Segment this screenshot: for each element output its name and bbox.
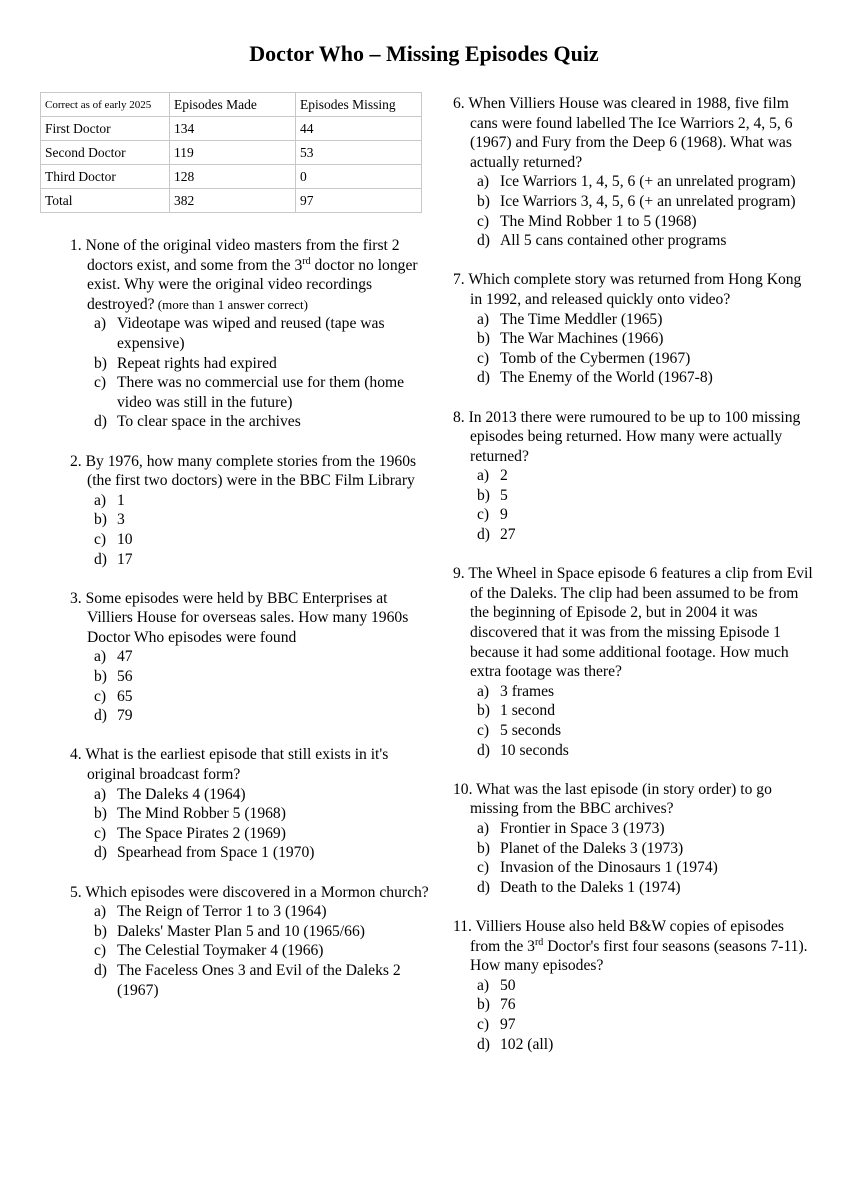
episode-stats-table	[40, 92, 422, 213]
row-label: Total	[41, 189, 170, 213]
header-episodes-missing: Episodes Missing	[296, 93, 422, 117]
answer-option[interactable]	[453, 858, 813, 878]
option-text: 102 (all)	[500, 1035, 554, 1053]
option-text: 1	[117, 491, 125, 509]
question-9	[453, 564, 813, 760]
question-7	[453, 270, 813, 388]
answer-option[interactable]	[70, 373, 430, 412]
answer-option[interactable]	[70, 902, 430, 922]
question-text	[453, 408, 813, 467]
row-label: Second Doctor	[41, 141, 170, 165]
option-letter: b)	[94, 922, 107, 940]
option-letter: b)	[477, 996, 490, 1014]
question-number: 4.	[70, 746, 82, 764]
option-letter: d)	[94, 550, 107, 568]
option-text: There was no commercial use for them (home video was still in the future)	[117, 374, 405, 411]
answer-option[interactable]	[453, 368, 813, 388]
option-letter: d)	[477, 232, 490, 250]
question-text-part: Some episodes were held by BBC Enterprises at Villiers House for overseas sales. How many 1960s Doctor Who episodes were found	[85, 589, 409, 646]
question-text-part: doctor no longer exist. Why were the original video recordings destroyed?	[87, 256, 418, 313]
option-text: 47	[117, 648, 133, 666]
answer-option[interactable]	[453, 310, 813, 330]
option-letter: a)	[94, 315, 107, 333]
episodes-missing-value: 53	[296, 141, 422, 165]
superscript: rd	[302, 255, 311, 267]
option-text: 76	[500, 996, 516, 1014]
option-letter: d)	[94, 844, 107, 862]
option-letter: c)	[94, 687, 107, 705]
answer-option[interactable]	[453, 1015, 813, 1035]
option-letter: b)	[94, 511, 107, 529]
option-text: 5 seconds	[500, 722, 562, 739]
option-text: 3 frames	[500, 682, 555, 700]
option-text: 9	[500, 506, 508, 524]
answer-option[interactable]	[70, 687, 430, 707]
row-label: First Doctor	[41, 117, 170, 141]
answer-option[interactable]	[70, 804, 430, 824]
question-text-part: In 2013 there were rumoured to be up to 100 missing episodes being returned. How many were actually returned?	[468, 408, 801, 465]
episodes-missing-value: 97	[296, 189, 422, 213]
option-letter: c)	[94, 530, 107, 548]
answer-option[interactable]	[70, 412, 430, 432]
episodes-missing-value: 44	[296, 117, 422, 141]
option-letter: c)	[477, 506, 490, 524]
question-6	[453, 94, 813, 251]
question-note: (more than 1 answer correct)	[154, 296, 308, 312]
option-text: The Enemy of the World (1967-8)	[500, 369, 713, 387]
answer-option[interactable]	[70, 667, 430, 687]
question-number: 10.	[453, 780, 473, 798]
option-text: 3	[117, 511, 125, 529]
option-text: 27	[500, 526, 516, 544]
option-text: The Space Pirates 2 (1969)	[117, 824, 286, 842]
table-row	[41, 165, 422, 189]
option-letter: b)	[477, 486, 490, 504]
question-text	[70, 589, 430, 648]
option-letter: b)	[94, 805, 107, 823]
option-text: Invasion of the Dinosaurs 1 (1974)	[500, 859, 718, 877]
option-letter: a)	[477, 819, 490, 837]
question-text	[70, 745, 430, 784]
option-text: 17	[117, 550, 133, 568]
option-letter: d)	[94, 707, 107, 725]
option-letter: c)	[477, 1015, 490, 1033]
option-letter: b)	[477, 839, 490, 857]
table-row	[41, 117, 422, 141]
option-letter: c)	[94, 942, 107, 960]
option-text: The Time Meddler (1965)	[500, 310, 663, 328]
answer-option[interactable]	[453, 682, 813, 702]
option-letter: c)	[477, 349, 490, 367]
option-text: Videotape was wiped and reused (tape was expensive)	[117, 315, 385, 352]
option-letter: a)	[477, 976, 490, 994]
question-text-part: Which episodes were discovered in a Mormon church?	[85, 883, 429, 901]
answer-option[interactable]	[70, 941, 430, 961]
question-text	[453, 94, 813, 172]
quiz-title: Doctor Who – Missing Episodes Quiz	[249, 41, 599, 66]
option-letter: d)	[94, 961, 107, 979]
option-letter: a)	[94, 491, 107, 509]
question-text-part: When Villiers House was cleared in 1988, five film cans were found labelled The Ice Warriors 2, 4, 5, 6 (1967) and Fury from the Deep 6 (1968). What was actually returned?	[468, 95, 793, 171]
question-text-part: Which complete story was returned from Hong Kong in 1992, and released quickly onto video?	[468, 271, 802, 308]
option-text: Planet of the Daleks 3 (1973)	[500, 839, 684, 857]
answer-option[interactable]	[70, 785, 430, 805]
answer-option[interactable]	[70, 843, 430, 863]
question-number: 6.	[453, 95, 465, 112]
option-letter: d)	[477, 741, 490, 759]
option-text: The Mind Robber 1 to 5 (1968)	[500, 212, 697, 230]
option-letter: c)	[94, 824, 107, 842]
question-text	[453, 780, 813, 819]
answer-option[interactable]	[453, 329, 813, 349]
question-number: 11.	[453, 917, 472, 935]
option-letter: c)	[94, 374, 107, 392]
answer-option[interactable]	[453, 721, 813, 741]
table-header-row	[41, 93, 422, 117]
question-5	[70, 883, 430, 1001]
option-letter: a)	[477, 173, 490, 191]
option-text: 97	[500, 1015, 516, 1033]
option-text: 10	[117, 530, 133, 548]
answer-option[interactable]	[453, 995, 813, 1015]
answer-option[interactable]	[70, 706, 430, 726]
answer-option[interactable]	[453, 466, 813, 486]
right-column	[453, 94, 813, 1074]
question-text	[453, 270, 813, 309]
option-text: The Celestial Toymaker 4 (1966)	[117, 942, 324, 960]
option-letter: d)	[477, 1035, 490, 1053]
table-row	[41, 189, 422, 213]
answer-option[interactable]	[453, 1035, 813, 1055]
option-letter: c)	[477, 722, 490, 739]
option-text: Spearhead from Space 1 (1970)	[117, 844, 315, 862]
option-text: 79	[117, 707, 133, 725]
answer-option[interactable]	[453, 192, 813, 212]
question-8	[453, 408, 813, 545]
answer-option[interactable]	[70, 510, 430, 530]
answer-option[interactable]	[453, 741, 813, 761]
option-text: Ice Warriors 3, 4, 5, 6 (+ an unrelated program)	[500, 192, 796, 210]
answer-option[interactable]	[453, 231, 813, 251]
answer-option[interactable]	[453, 349, 813, 369]
option-text: The Reign of Terror 1 to 3 (1964)	[117, 903, 327, 921]
option-text: 65	[117, 687, 133, 705]
question-number: 5.	[70, 883, 82, 901]
answer-option[interactable]	[453, 839, 813, 859]
option-text: Frontier in Space 3 (1973)	[500, 819, 665, 837]
row-label: Third Doctor	[41, 165, 170, 189]
option-text: Repeat rights had expired	[117, 354, 277, 372]
question-text-part: Doctor's first four seasons (seasons 7-11). How many episodes?	[470, 937, 808, 975]
answer-option[interactable]	[453, 701, 813, 721]
answer-option[interactable]	[70, 922, 430, 942]
answer-option[interactable]	[70, 314, 430, 353]
option-text: To clear space in the archives	[117, 413, 301, 431]
question-number: 9.	[453, 565, 465, 583]
option-text: 10 seconds	[500, 741, 569, 759]
superscript: rd	[534, 936, 544, 948]
answer-option[interactable]	[70, 647, 430, 667]
option-letter: d)	[94, 413, 107, 431]
question-text-part: What was the last episode (in story order) to go missing from the BBC archives?	[470, 780, 772, 818]
question-text	[70, 452, 430, 491]
episodes-made-value: 128	[170, 165, 296, 189]
option-letter: a)	[94, 785, 107, 803]
question-11	[453, 917, 813, 1054]
question-text-part: What is the earliest episode that still exists in it's original broadcast form?	[85, 746, 389, 784]
question-text-part: By 1976, how many complete stories from the 1960s (the first two doctors) were in the BBC Film Library	[85, 452, 417, 490]
answer-option[interactable]	[70, 961, 430, 1000]
answer-option[interactable]	[453, 878, 813, 898]
question-text	[70, 883, 430, 903]
option-text: Death to the Daleks 1 (1974)	[500, 878, 681, 896]
option-text: 56	[117, 668, 133, 686]
question-number: 1.	[70, 237, 82, 254]
option-text: Daleks' Master Plan 5 and 10 (1965/66)	[117, 922, 365, 940]
option-text: The War Machines (1966)	[500, 330, 664, 348]
answer-option[interactable]	[453, 505, 813, 525]
option-letter: b)	[94, 668, 107, 686]
option-text: The Faceless Ones 3 and Evil of the Daleks 2 (1967)	[117, 961, 401, 999]
answer-option[interactable]	[453, 525, 813, 545]
option-letter: a)	[94, 903, 107, 921]
option-text: 1 second	[500, 702, 555, 720]
answer-option[interactable]	[453, 172, 813, 192]
answer-option[interactable]	[70, 491, 430, 511]
option-text: The Daleks 4 (1964)	[117, 785, 246, 803]
question-number: 8.	[453, 408, 465, 426]
answer-option[interactable]	[453, 976, 813, 996]
table-row	[41, 141, 422, 165]
option-letter: a)	[477, 682, 490, 700]
option-text: Tomb of the Cybermen (1967)	[500, 349, 691, 367]
answer-option[interactable]	[70, 824, 430, 844]
option-letter: d)	[477, 878, 490, 896]
option-letter: b)	[94, 354, 107, 372]
option-text: All 5 cans contained other programs	[500, 232, 727, 250]
answer-option[interactable]	[70, 354, 430, 374]
option-text: 5	[500, 486, 508, 504]
option-letter: c)	[477, 212, 490, 230]
episodes-made-value: 382	[170, 189, 296, 213]
question-text-part: Villiers House also held B&W copies of episodes from the 3	[470, 917, 784, 955]
question-number: 2.	[70, 452, 82, 470]
question-4	[70, 745, 430, 863]
table-note: Correct as of early 2025	[41, 93, 170, 117]
answer-option[interactable]	[70, 550, 430, 570]
answer-option[interactable]	[70, 530, 430, 550]
question-text-part: None of the original video masters from the first 2 doctors exist, and some from the 3	[85, 237, 400, 274]
episodes-made-value: 119	[170, 141, 296, 165]
question-2	[70, 452, 430, 570]
option-letter: d)	[477, 526, 490, 544]
question-text	[453, 917, 813, 976]
question-text	[453, 564, 813, 682]
question-10	[453, 780, 813, 898]
option-text: Ice Warriors 1, 4, 5, 6 (+ an unrelated program)	[500, 173, 796, 191]
option-text: 2	[500, 467, 508, 485]
option-letter: b)	[477, 192, 490, 210]
answer-option[interactable]	[453, 819, 813, 839]
option-letter: b)	[477, 330, 490, 348]
answer-option[interactable]	[453, 212, 813, 232]
question-1	[70, 236, 430, 432]
option-letter: a)	[477, 467, 490, 485]
question-text	[70, 236, 430, 314]
question-text-part: The Wheel in Space episode 6 features a clip from Evil of the Daleks. The clip had been assumed to be from the beginning of Episode 2, but in 2004 it was discovered that it was from the missing Episode 1 because it had some additional footage. How much extra footage was there?	[468, 565, 813, 681]
answer-option[interactable]	[453, 486, 813, 506]
left-column	[70, 236, 430, 1020]
option-letter: b)	[477, 702, 490, 720]
episodes-made-value: 134	[170, 117, 296, 141]
question-number: 3.	[70, 589, 82, 607]
option-letter: d)	[477, 369, 490, 387]
option-text: 50	[500, 976, 516, 994]
question-3	[70, 589, 430, 726]
header-episodes-made: Episodes Made	[170, 93, 296, 117]
option-letter: a)	[94, 648, 107, 666]
episodes-missing-value: 0	[296, 165, 422, 189]
option-letter: c)	[477, 859, 490, 877]
option-letter: a)	[477, 310, 490, 328]
option-text: The Mind Robber 5 (1968)	[117, 805, 286, 823]
question-number: 7.	[453, 271, 465, 289]
